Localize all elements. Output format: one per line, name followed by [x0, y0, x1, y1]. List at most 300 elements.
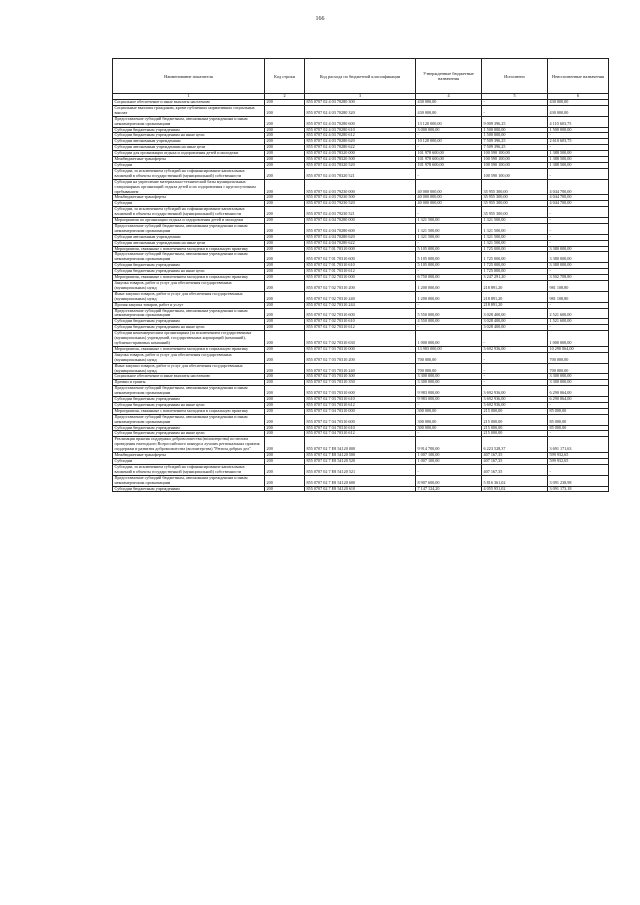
cell-unexecuted: 85 000,00 [548, 414, 609, 425]
cell-line-code: 200 [265, 352, 305, 363]
cell-executed: 1 321 500,00 [482, 234, 548, 240]
cell-budget-code: 855 0707 02 7 04 70310 612 [305, 431, 416, 437]
cell-approved: 430 000,00 [416, 100, 482, 106]
cell-unexecuted: - [548, 240, 609, 246]
cell-executed: 3 692 936,00 [482, 386, 548, 397]
cell-approved: 8 907 600,00 [416, 475, 482, 486]
cell-indicator-name: Мероприятия, связанные с вовлечением молодежи в социальную практику [113, 408, 265, 414]
header-line-code: Код строки [265, 59, 305, 94]
cell-unexecuted: 1 000 000,00 [548, 331, 609, 347]
cell-line-code: 200 [265, 386, 305, 397]
cell-budget-code: 855 0707 02 7 E8 54120 500 [305, 453, 416, 459]
cell-executed: 35 955 300,00 [482, 201, 548, 207]
cell-line-code: 200 [265, 308, 305, 319]
cell-indicator-name: Социальные выплаты гражданам, кроме публичных нормативных социальных выплат [113, 105, 265, 116]
cell-unexecuted: 3 091 238,98 [548, 475, 609, 486]
cell-approved: 13 120 000,00 [416, 116, 482, 127]
table-row [113, 252, 609, 263]
cell-executed: - [482, 374, 548, 380]
cell-unexecuted: 3 300 000,00 [548, 374, 609, 380]
cell-unexecuted: 430 000,00 [548, 100, 609, 106]
cell-unexecuted: 2 610 603,75 [548, 139, 609, 145]
cell-indicator-name: Премии и гранты [113, 380, 265, 386]
cell-indicator-name: Социальное обеспечение и иные выплаты населению [113, 374, 265, 380]
cell-line-code: 200 [265, 397, 305, 403]
cell-unexecuted: - [548, 269, 609, 275]
cell-executed: 215 000,00 [482, 408, 548, 414]
cell-line-code: 200 [265, 223, 305, 234]
cell-budget-code: 855 0707 02 4 03 78320 500 [305, 157, 416, 163]
cell-unexecuted: - [548, 223, 609, 234]
cell-executed: 100 590 100,00 [482, 162, 548, 168]
cell-unexecuted: 599 932,65 [548, 459, 609, 465]
cell-line-code: 200 [265, 201, 305, 207]
cell-indicator-name: Субсидии бюджетным учреждениям на иные цели [113, 431, 265, 437]
cell-indicator-name: Иные закупки товаров, работ и услуг для обеспечения государственных (муниципальных) нужд [113, 363, 265, 374]
cell-budget-code: 855 0707 02 7 04 70310 610 [305, 425, 416, 431]
cell-approved: 5 105 000,00 [416, 246, 482, 252]
cell-line-code: 200 [265, 414, 305, 425]
cell-executed: 1 500 000,00 [482, 133, 548, 139]
cell-approved: 7 147 124,20 [416, 486, 482, 492]
cell-unexecuted: 2 521 600,00 [548, 308, 609, 319]
cell-budget-code: 855 0707 02 4 03 70280 300 [305, 100, 416, 106]
cell-executed: 407 167,35 [482, 453, 548, 459]
cell-indicator-name: Субсидии бюджетным учреждениям [113, 319, 265, 325]
cell-budget-code: 855 0707 02 7 01 70310 612 [305, 269, 416, 275]
cell-budget-code: 855 0707 02 7 03 70310 200 [305, 352, 416, 363]
cell-line-code: 200 [265, 459, 305, 465]
budget-execution-table [112, 58, 609, 492]
cell-executed: 3 028 400,00 [482, 319, 548, 325]
cell-line-code: 200 [265, 453, 305, 459]
cell-approved: 1 200 000,00 [416, 291, 482, 302]
cell-approved: 700 000,00 [416, 363, 482, 374]
cell-line-code: 200 [265, 240, 305, 246]
cell-approved: - [416, 168, 482, 179]
cell-line-code: 200 [265, 437, 305, 453]
cell-unexecuted: 4 110 603,75 [548, 116, 609, 127]
table-row [113, 281, 609, 292]
cell-line-code: 200 [265, 331, 305, 347]
cell-line-code: 200 [265, 234, 305, 240]
cell-approved: 3 300 000,00 [416, 374, 482, 380]
cell-line-code: 200 [265, 145, 305, 151]
cell-executed: 3 692 936,00 [482, 346, 548, 352]
cell-indicator-name: Субсидии бюджетным учреждениям [113, 263, 265, 269]
cell-unexecuted: - [548, 207, 609, 218]
cell-indicator-name: Субсидии бюджетным учреждениям [113, 486, 265, 492]
cell-approved: 9 983 000,00 [416, 386, 482, 397]
cell-unexecuted: 981 108,80 [548, 291, 609, 302]
cell-unexecuted: 430 000,00 [548, 105, 609, 116]
cell-budget-code: 855 0707 02 4 03 70280 320 [305, 105, 416, 116]
cell-line-code: 200 [265, 302, 305, 308]
cell-indicator-name: Предоставление субсидий бюджетным, автономным учреждениям и иным некоммерческим организациям [113, 386, 265, 397]
cell-budget-code: 855 0707 02 7 03 70310 600 [305, 386, 416, 397]
cell-unexecuted: 1 388 500,00 [548, 157, 609, 163]
cell-line-code: 200 [265, 157, 305, 163]
cell-unexecuted: 6 290 064,00 [548, 397, 609, 403]
cell-budget-code: 855 0707 02 4 03 70280 610 [305, 127, 416, 133]
cell-approved: 1 007 100,00 [416, 453, 482, 459]
cell-approved: - [416, 325, 482, 331]
cell-budget-code: 855 0707 02 4 03 78320 000 [305, 151, 416, 157]
cell-budget-code: 855 0707 02 7 02 70310 200 [305, 281, 416, 292]
cell-budget-code: 855 0707 02 4 04 70280 622 [305, 240, 416, 246]
cell-approved: 40 000 000,00 [416, 179, 482, 195]
cell-budget-code: 855 0707 02 4 03 79230 500 [305, 195, 416, 201]
cell-executed: 407 167,35 [482, 464, 548, 475]
table-row [113, 168, 609, 179]
cell-indicator-name: Субсидии бюджетным учреждениям на иные цели [113, 269, 265, 275]
cell-unexecuted: 3 502 708,80 [548, 275, 609, 281]
cell-budget-code: 855 0707 02 4 04 70280 000 [305, 218, 416, 224]
cell-executed: 215 000,00 [482, 414, 548, 425]
cell-executed: - [482, 352, 548, 363]
cell-executed: - [482, 380, 548, 386]
cell-line-code: 200 [265, 179, 305, 195]
cell-indicator-name: Реализация практик поддержки добровольчества (волонтерства) по итогам проведения ежегодного Всероссийского конкурса лучших региональных практик поддержки и развития добровольчества (волонтерства) "Регион добрых дел" [113, 437, 265, 453]
cell-line-code: 200 [265, 425, 305, 431]
cell-line-code: 200 [265, 168, 305, 179]
header-budget-code: Код расхода по бюджетной классификации [305, 59, 416, 94]
cell-unexecuted: - [548, 133, 609, 139]
cell-indicator-name: Предоставление субсидий бюджетным, автономным учреждениям и иным некоммерческим организациям [113, 223, 265, 234]
cell-line-code: 200 [265, 162, 305, 168]
table-row [113, 291, 609, 302]
table-row [113, 414, 609, 425]
cell-budget-code: 855 0707 02 7 01 70310 600 [305, 252, 416, 263]
cell-unexecuted: 6 290 064,00 [548, 386, 609, 397]
cell-indicator-name: Субсидии [113, 162, 265, 168]
cell-approved: - [416, 402, 482, 408]
cell-budget-code: 855 0707 02 4 03 70280 620 [305, 139, 416, 145]
cell-budget-code: 855 0707 02 7 01 70310 000 [305, 246, 416, 252]
cell-indicator-name: Межбюджетные трансферты [113, 157, 265, 163]
cell-unexecuted: 85 000,00 [548, 425, 609, 431]
column-number: 4 [416, 94, 482, 100]
header-unexecuted: Неисполненные назначения [548, 59, 609, 94]
cell-line-code: 200 [265, 275, 305, 281]
cell-executed: 215 000,00 [482, 431, 548, 437]
cell-indicator-name: Субсидии бюджетным учреждениям на иные цели [113, 133, 265, 139]
cell-line-code: 200 [265, 151, 305, 157]
cell-budget-code: 855 0707 02 4 03 78320 520 [305, 162, 416, 168]
cell-executed: 100 590 100,00 [482, 157, 548, 163]
cell-indicator-name: Мероприятия по организации отдыха и оздоровления детей и молодежи [113, 218, 265, 224]
cell-indicator-name: Мероприятия, связанные с вовлечением молодежи в социальную практику [113, 275, 265, 281]
cell-budget-code: 855 0707 02 7 E8 54120 521 [305, 464, 416, 475]
cell-approved: 6 750 000,00 [416, 275, 482, 281]
cell-unexecuted: 700 000,00 [548, 363, 609, 374]
cell-executed: 1 725 000,00 [482, 263, 548, 269]
cell-line-code: 200 [265, 105, 305, 116]
cell-approved: 5 105 000,00 [416, 252, 482, 263]
cell-line-code: 200 [265, 402, 305, 408]
cell-approved: 700 000,00 [416, 352, 482, 363]
column-number: 3 [305, 94, 416, 100]
cell-budget-code: 855 0707 02 7 02 70310 000 [305, 275, 416, 281]
cell-approved: - [416, 240, 482, 246]
cell-executed: 3 692 936,00 [482, 402, 548, 408]
cell-budget-code: 855 0707 02 7 03 70310 240 [305, 363, 416, 374]
cell-executed: 35 955 300,00 [482, 195, 548, 201]
cell-unexecuted: 1 388 500,00 [548, 151, 609, 157]
cell-executed: 1 500 000,00 [482, 127, 548, 133]
cell-approved: 300 000,00 [416, 408, 482, 414]
cell-budget-code: 855 0707 02 7 02 70310 240 [305, 291, 416, 302]
cell-indicator-name: Предоставление субсидий бюджетным, автономным учреждениям и иным некоммерческим организациям [113, 116, 265, 127]
cell-budget-code: 855 0707 02 7 03 70310 300 [305, 374, 416, 380]
cell-executed: 218 891,20 [482, 291, 548, 302]
cell-indicator-name: Закупка товаров, работ и услуг для обеспечения государственных (муниципальных) нужд [113, 281, 265, 292]
cell-approved: 40 000 000,00 [416, 195, 482, 201]
cell-executed: 35 955 300,00 [482, 207, 548, 218]
cell-budget-code: 855 0707 02 7 E8 54120 000 [305, 437, 416, 453]
cell-line-code: 200 [265, 116, 305, 127]
cell-budget-code: 855 0707 02 7 E8 54120 520 [305, 459, 416, 465]
cell-unexecuted: 10 290 064,00 [548, 346, 609, 352]
cell-unexecuted: 4 044 700,00 [548, 179, 609, 195]
cell-unexecuted: 599 932,65 [548, 453, 609, 459]
cell-budget-code: 855 0707 02 7 04 70310 000 [305, 408, 416, 414]
cell-executed: 218 891,20 [482, 281, 548, 292]
cell-line-code: 200 [265, 263, 305, 269]
cell-budget-code: 855 0707 02 7 02 70310 612 [305, 325, 416, 331]
cell-line-code: 200 [265, 486, 305, 492]
cell-budget-code: 855 0707 02 7 03 70310 000 [305, 346, 416, 352]
cell-unexecuted: - [548, 168, 609, 179]
cell-executed: - [482, 331, 548, 347]
cell-executed: 3 028 400,00 [482, 308, 548, 319]
cell-unexecuted: 700 000,00 [548, 352, 609, 363]
cell-indicator-name: Субсидии для организации отдыха и оздоровления детей и молодежи [113, 151, 265, 157]
cell-approved: - [416, 464, 482, 475]
cell-executed: - [482, 100, 548, 106]
cell-indicator-name: Предоставление субсидий бюджетным, автономным учреждениям и иным некоммерческим организациям [113, 414, 265, 425]
cell-line-code: 200 [265, 431, 305, 437]
cell-budget-code: 855 0707 02 7 04 70310 600 [305, 414, 416, 425]
cell-approved: 1 321 500,00 [416, 218, 482, 224]
cell-executed: - [482, 363, 548, 374]
cell-unexecuted: - [548, 145, 609, 151]
cell-executed: 215 000,00 [482, 425, 548, 431]
cell-unexecuted: - [548, 431, 609, 437]
cell-executed: 218 891,20 [482, 302, 548, 308]
cell-unexecuted: 3 091 173,18 [548, 486, 609, 492]
cell-indicator-name: Субсидии бюджетным учреждениям на иные цели [113, 402, 265, 408]
cell-executed: 3 028 400,00 [482, 325, 548, 331]
cell-approved: 4 550 000,00 [416, 319, 482, 325]
cell-approved: 1 007 100,00 [416, 459, 482, 465]
cell-budget-code: 855 0707 02 7 03 70310 610 [305, 397, 416, 403]
cell-indicator-name: Субсидии автономным учреждениям на иные цели [113, 145, 265, 151]
cell-approved: 5 550 000,00 [416, 308, 482, 319]
cell-executed: 7 509 396,25 [482, 139, 548, 145]
cell-executed: 1 321 500,00 [482, 240, 548, 246]
cell-unexecuted: 3 691 171,63 [548, 437, 609, 453]
cell-indicator-name: Субсидии бюджетным учреждениям [113, 127, 265, 133]
cell-indicator-name: Закупка товаров, работ и услуг для обеспечения государственных (муниципальных) нужд [113, 352, 265, 363]
cell-unexecuted: - [548, 234, 609, 240]
cell-budget-code: 855 0707 02 4 03 79230 521 [305, 207, 416, 218]
cell-unexecuted: 1 388 500,00 [548, 162, 609, 168]
cell-budget-code: 855 0707 02 4 03 70280 622 [305, 145, 416, 151]
cell-executed: 5 816 361,02 [482, 475, 548, 486]
cell-unexecuted: - [548, 402, 609, 408]
cell-line-code: 200 [265, 139, 305, 145]
cell-line-code: 200 [265, 269, 305, 275]
cell-budget-code: 855 0707 02 7 02 70310 600 [305, 308, 416, 319]
cell-executed: 4 055 951,02 [482, 486, 548, 492]
table-row [113, 464, 609, 475]
cell-indicator-name: Субсидии автономным учреждениям [113, 139, 265, 145]
cell-indicator-name: Предоставление субсидий бюджетным, автономным учреждениям и иным некоммерческим организациям [113, 475, 265, 486]
cell-approved: 9 983 000,00 [416, 397, 482, 403]
cell-line-code: 200 [265, 464, 305, 475]
cell-indicator-name: Субсидии [113, 201, 265, 207]
cell-approved: 13 983 000,00 [416, 346, 482, 352]
cell-indicator-name: Субсидии, за исключением субсидий на софинансирование капитальных вложений в объекты государственной (муниципальной) собственности [113, 168, 265, 179]
cell-indicator-name: Иные закупки товаров, работ и услуг для обеспечения государственных (муниципальных) нужд [113, 291, 265, 302]
table-row [113, 386, 609, 397]
cell-executed: 100 590 100,00 [482, 168, 548, 179]
header-executed: Исполнено [482, 59, 548, 94]
cell-budget-code: 855 0707 02 4 03 79230 000 [305, 179, 416, 195]
cell-indicator-name: Социальное обеспечение и иные выплаты населению [113, 100, 265, 106]
header-approved: Утвержденные бюджетные назначения [416, 59, 482, 94]
cell-executed: 3 692 936,00 [482, 397, 548, 403]
cell-line-code: 200 [265, 346, 305, 352]
cell-approved: 101 978 600,00 [416, 151, 482, 157]
cell-approved: 430 000,00 [416, 105, 482, 116]
cell-indicator-name: Субсидии, за исключением субсидий на софинансирование капитальных вложений в объекты государственной (муниципальной) собственности [113, 207, 265, 218]
cell-approved: 10 120 000,00 [416, 139, 482, 145]
cell-line-code: 200 [265, 374, 305, 380]
cell-line-code: 200 [265, 380, 305, 386]
table-row [113, 363, 609, 374]
table-row [113, 223, 609, 234]
cell-approved: - [416, 269, 482, 275]
cell-approved: 3 300 000,00 [416, 380, 482, 386]
cell-executed: 1 725 000,00 [482, 246, 548, 252]
cell-unexecuted: 3 300 000,00 [548, 380, 609, 386]
cell-indicator-name: Предоставление субсидий бюджетным, автономным учреждениям и иным некоммерческим организациям [113, 252, 265, 263]
cell-indicator-name: Субсидии на укрепление материально-технической базы муниципальных стационарных организаций отдыха детей и их оздоровления с круглосуточным пребыванием [113, 179, 265, 195]
cell-budget-code: 855 0707 02 4 03 78320 521 [305, 168, 416, 179]
cell-line-code: 200 [265, 291, 305, 302]
cell-line-code: 200 [265, 319, 305, 325]
table-row [113, 475, 609, 486]
cell-budget-code: 855 0707 02 7 02 70310 610 [305, 319, 416, 325]
cell-unexecuted: 4 044 700,00 [548, 201, 609, 207]
cell-line-code: 200 [265, 246, 305, 252]
cell-approved: - [416, 302, 482, 308]
cell-indicator-name: Субсидии бюджетным учреждениям на иные цели [113, 325, 265, 331]
cell-indicator-name: Субсидии бюджетным учреждениям [113, 425, 265, 431]
cell-line-code: 200 [265, 325, 305, 331]
cell-executed: 100 590 100,00 [482, 151, 548, 157]
cell-approved: 9 914 700,00 [416, 437, 482, 453]
table-row [113, 486, 609, 492]
cell-line-code: 200 [265, 207, 305, 218]
cell-unexecuted: 1 500 000,00 [548, 127, 609, 133]
cell-unexecuted: 3 380 000,00 [548, 263, 609, 269]
cell-unexecuted: 981 108,80 [548, 281, 609, 292]
cell-indicator-name: Прочая закупка товаров, работ и услуг [113, 302, 265, 308]
cell-approved: 101 978 600,00 [416, 162, 482, 168]
cell-budget-code: 855 0707 02 7 02 70310 630 [305, 331, 416, 347]
cell-indicator-name: Субсидии автономным учреждениям на иные цели [113, 240, 265, 246]
cell-unexecuted: - [548, 325, 609, 331]
cell-executed: 1 725 000,00 [482, 252, 548, 263]
table-row [113, 207, 609, 218]
cell-unexecuted: 3 380 000,00 [548, 252, 609, 263]
cell-indicator-name: Межбюджетные трансферты [113, 453, 265, 459]
cell-indicator-name: Субсидии автономным учреждениям [113, 234, 265, 240]
cell-executed: 407 167,35 [482, 459, 548, 465]
table-row [113, 105, 609, 116]
cell-approved: 5 105 000,00 [416, 263, 482, 269]
table-body [113, 100, 609, 492]
cell-approved: 1 000 000,00 [416, 331, 482, 347]
cell-approved: - [416, 207, 482, 218]
cell-approved: 40 000 000,00 [416, 201, 482, 207]
cell-approved: 101 978 600,00 [416, 157, 482, 163]
cell-approved: - [416, 145, 482, 151]
column-number: 5 [482, 94, 548, 100]
cell-unexecuted: 4 044 700,00 [548, 195, 609, 201]
cell-unexecuted: 85 000,00 [548, 408, 609, 414]
table-row [113, 179, 609, 195]
cell-line-code: 200 [265, 363, 305, 374]
cell-budget-code: 855 0707 02 4 04 70280 600 [305, 223, 416, 234]
cell-line-code: 200 [265, 408, 305, 414]
cell-executed: 9 009 396,25 [482, 116, 548, 127]
cell-indicator-name: Мероприятия, связанные с вовлечением молодежи в социальную практику [113, 246, 265, 252]
cell-line-code: 200 [265, 133, 305, 139]
cell-unexecuted: - [548, 302, 609, 308]
table-row [113, 308, 609, 319]
cell-budget-code: 855 0707 02 7 E8 54120 600 [305, 475, 416, 486]
cell-approved: 300 000,00 [416, 414, 482, 425]
page-number: 166 [315, 16, 325, 22]
column-number: 2 [265, 94, 305, 100]
cell-approved: 3 000 000,00 [416, 127, 482, 133]
cell-indicator-name: Субсидии, за исключением субсидий на софинансирование капитальных вложений в объекты государственной (муниципальной) собственности [113, 464, 265, 475]
cell-approved: - [416, 133, 482, 139]
cell-approved: - [416, 431, 482, 437]
cell-line-code: 200 [265, 127, 305, 133]
cell-indicator-name: Мероприятия, связанные с вовлечением молодежи в социальную практику [113, 346, 265, 352]
cell-unexecuted: 1 521 600,00 [548, 319, 609, 325]
cell-approved: 1 200 000,00 [416, 281, 482, 292]
cell-budget-code: 855 0707 02 4 04 70280 620 [305, 234, 416, 240]
cell-indicator-name: Субсидии [113, 459, 265, 465]
cell-budget-code: 855 0707 02 4 03 70280 600 [305, 116, 416, 127]
table-header-row [113, 59, 609, 94]
cell-line-code: 200 [265, 195, 305, 201]
column-number: 1 [113, 94, 265, 100]
cell-indicator-name: Межбюджетные трансферты [113, 195, 265, 201]
cell-budget-code: 855 0707 02 7 E8 54120 610 [305, 486, 416, 492]
cell-line-code: 200 [265, 281, 305, 292]
cell-budget-code: 855 0707 02 4 03 79230 520 [305, 201, 416, 207]
table-row [113, 331, 609, 347]
cell-line-code: 200 [265, 218, 305, 224]
cell-executed: 1 321 500,00 [482, 223, 548, 234]
